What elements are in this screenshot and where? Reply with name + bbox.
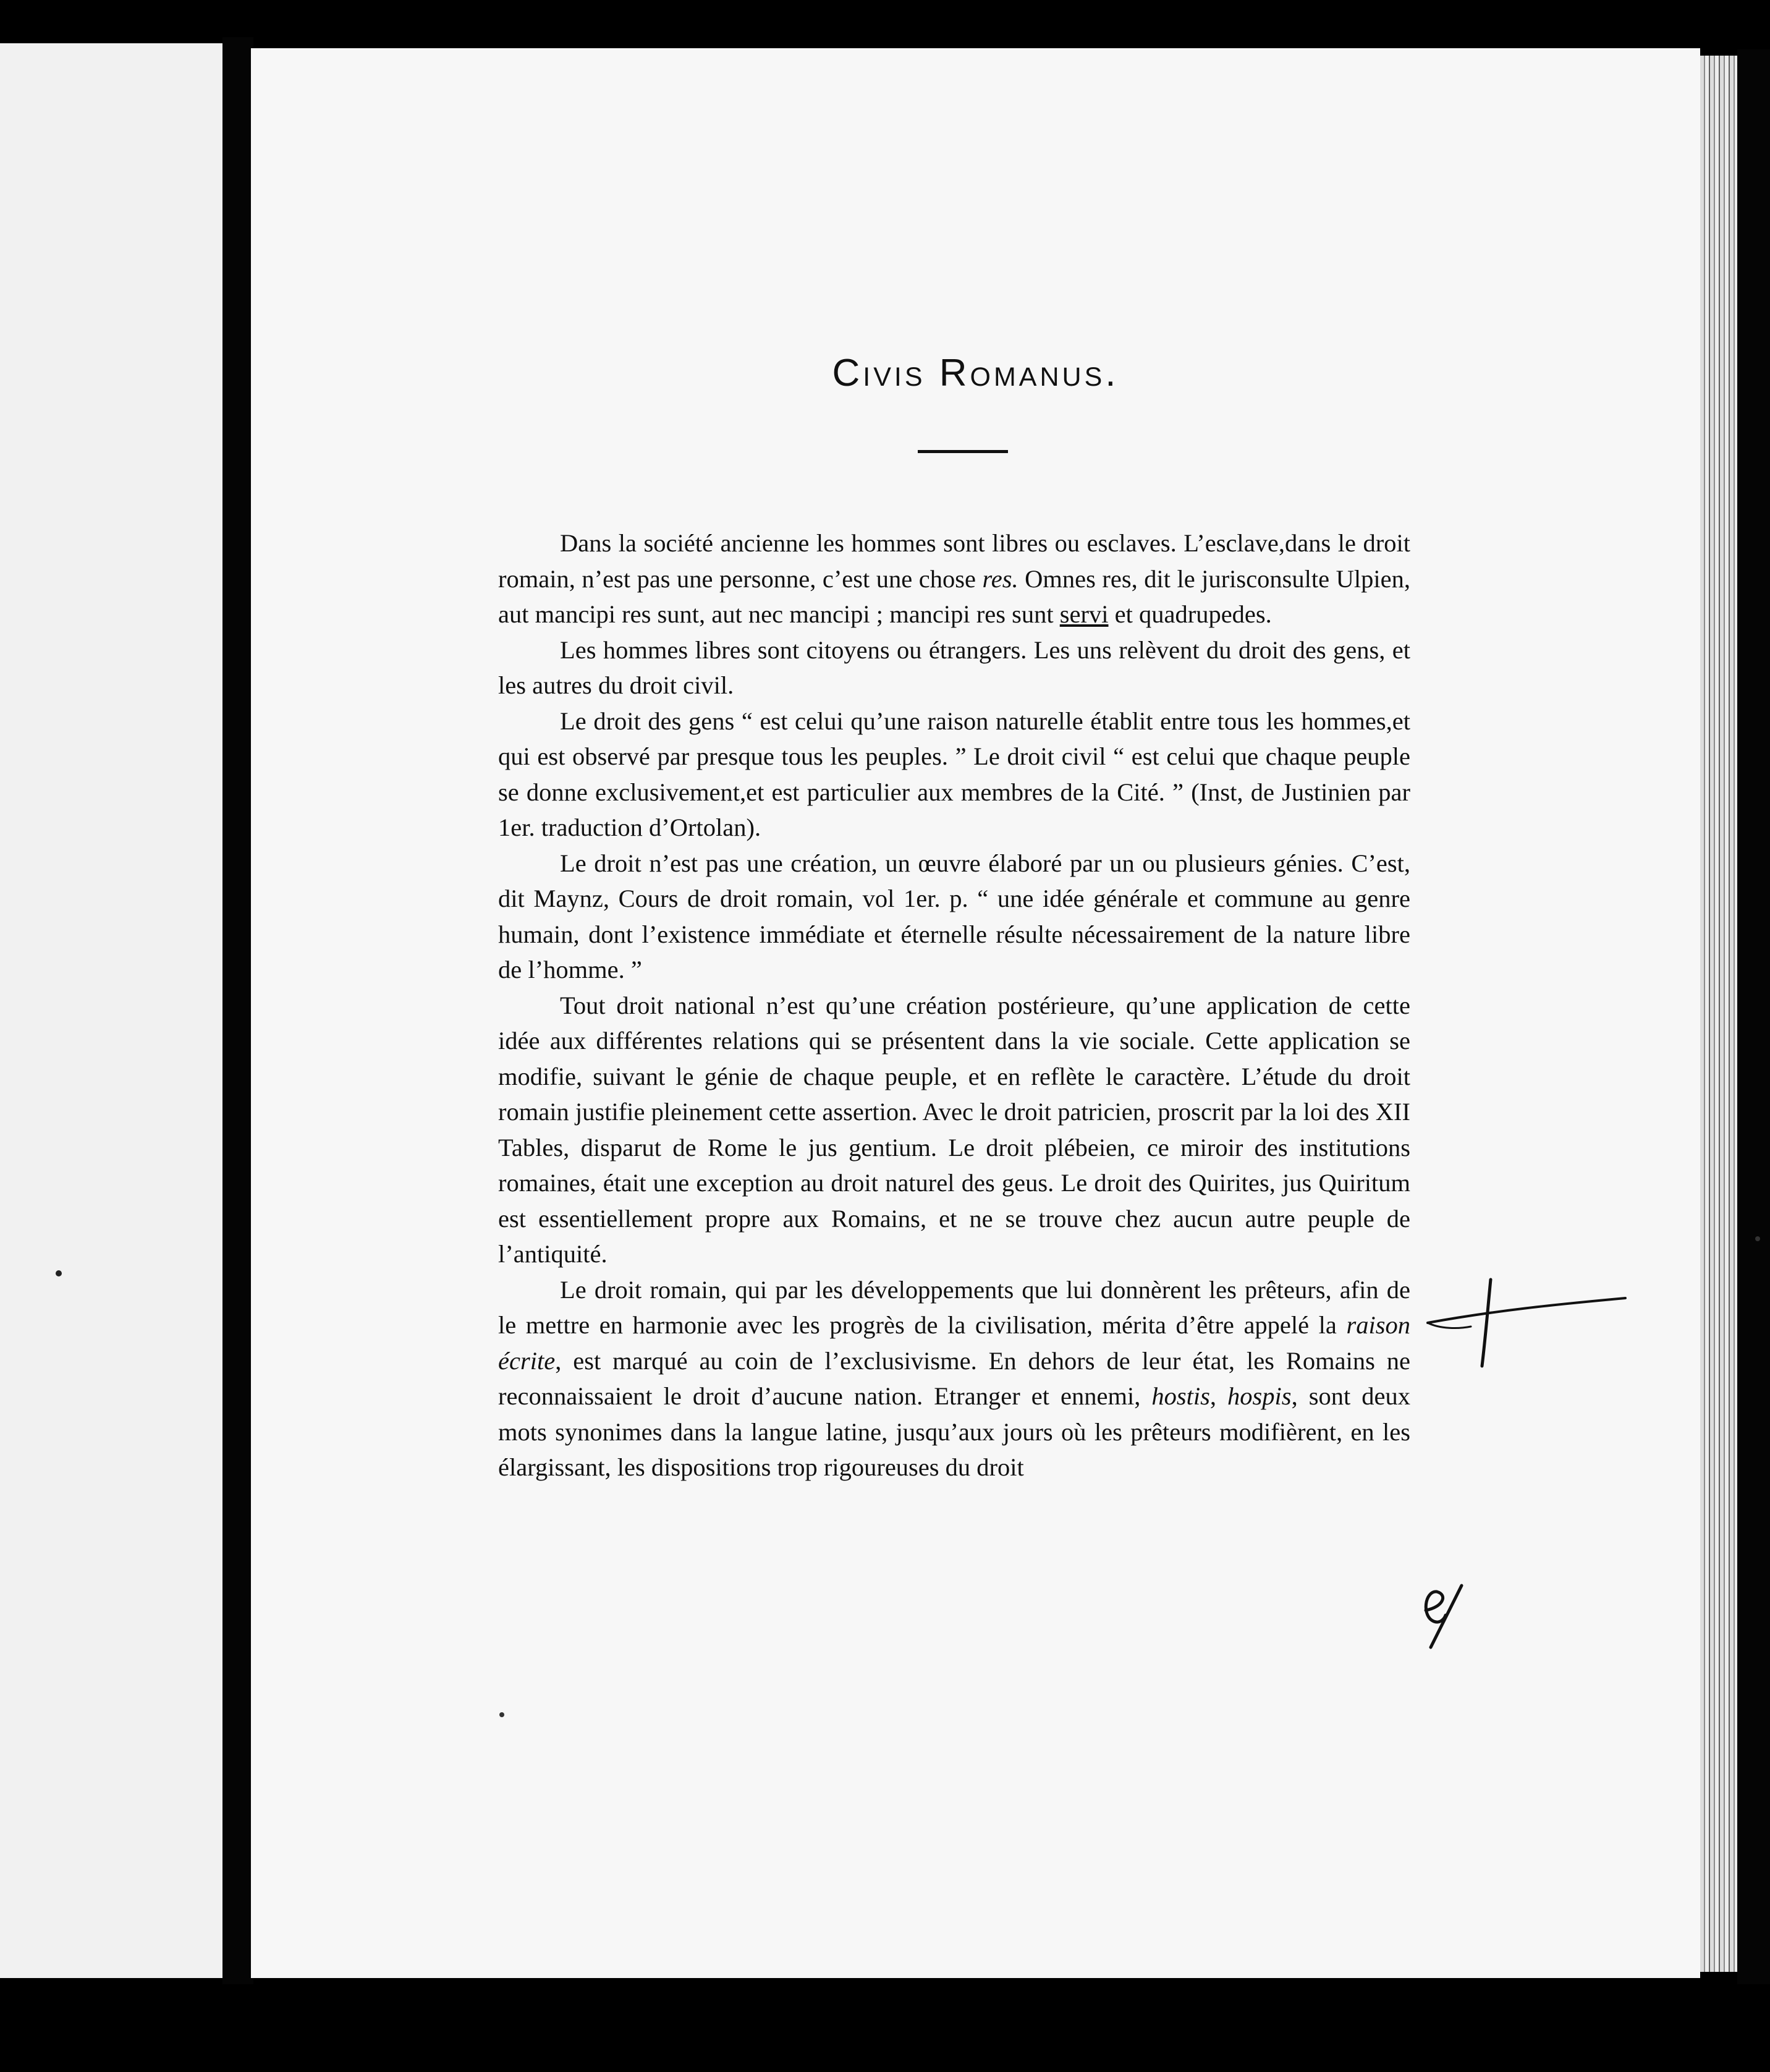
body-text	[498, 525, 1410, 1485]
page-stack-edge	[1700, 56, 1737, 1972]
underlined-text: servi	[1059, 600, 1109, 628]
text-run: Tout droit national n’est qu’une création postérieure, qu’une application de cette idée aux différentes relations qui se présentent dans la vie sociale. Cette application se modifie, suivant le génie de chaque peuple, et en reflète le caractère. L’étude du droit romain justifie pleinement cette assertion. Avec le droit patricien, proscrit par la loi des XII Tables, disparut de Rome le jus gentium. Le droit plébeien, ce miroir des institutions romaines, était une exception au droit naturel des geus. Le droit des Quirites, jus Quiritum est essentiellement propre aux Romains, et ne se trouve chez aucun autre peuple de l’antiquité.	[498, 991, 1410, 1268]
handwritten-cross-mark-icon	[1421, 1267, 1632, 1372]
text-run: Le droit romain, qui par les développements que lui donnèrent les prêteurs, afin de le mettre en harmonie avec les progrès de la civilisation, mérita d’être appelé la	[498, 1275, 1410, 1339]
previous-page-edge	[0, 43, 222, 1978]
scan-right-border	[1737, 49, 1770, 1984]
text-run: et quadrupedes.	[1108, 600, 1272, 628]
paragraph	[498, 846, 1410, 988]
italic-text: hostis	[1151, 1382, 1210, 1410]
handwritten-e-mark-icon	[1418, 1579, 1468, 1654]
paragraph	[498, 703, 1410, 846]
italic-text: hospis	[1227, 1382, 1292, 1410]
paragraph	[498, 525, 1410, 632]
ink-speck	[56, 1270, 62, 1276]
text-run: , est marqué au coin de l’exclusivisme. En dehors de leur état, les Romains ne reconnaissaient le droit d’aucune nation. Etranger et ennemi,	[498, 1346, 1410, 1410]
italic-text: res.	[982, 564, 1018, 593]
text-run: Dans la société ancienne les hommes sont libres ou esclaves. L’esclave,dans le droit romain, n’est pas une personne, c’est une chose	[498, 529, 1410, 593]
ink-speck	[499, 1712, 504, 1717]
paragraph	[498, 1272, 1410, 1485]
text-run: ,	[1209, 1382, 1228, 1410]
text-run: Omnes res, dit le jurisconsulte Ulpien, aut mancipi res sunt, aut nec mancipi ; mancipi res sunt	[498, 564, 1411, 628]
text-run: , sont deux mots synonimes dans la langue latine, jusqu’aux jours où les prêteurs modifièrent, en les élargissant, les dispositions trop rigoureuses du droit	[498, 1382, 1411, 1481]
text-run: Les hommes libres sont citoyens ou étrangers. Les uns relèvent du droit des gens, et les autres du droit civil.	[498, 635, 1410, 699]
italic-text: raison écrite	[498, 1311, 1410, 1375]
paragraph	[498, 632, 1410, 703]
ink-speck	[1755, 1236, 1760, 1241]
book-spine-shadow	[222, 37, 253, 1984]
page-title: Civis Romanus.	[832, 352, 1119, 394]
title-rule	[918, 450, 1008, 453]
paragraph	[498, 988, 1410, 1272]
text-run: Le droit des gens “ est celui qu’une raison naturelle établit entre tous les hommes,et qui est observé par presque tous les peuples. ” Le droit civil “ est celui que chaque peuple se donne exclusivement,et est particulier aux membres de la Cité. ” (Inst, de Justinien par 1er. traduction d’Ortolan).	[498, 707, 1410, 841]
text-run: Le droit n’est pas une création, un œuvre élaboré par un ou plusieurs génies. C’est, dit Maynz, Cours de droit romain, vol 1er. p. “ une idée générale et commune au genre humain, dont l’existence immédiate et éternelle résulte nécessairement de la nature libre de l’homme. ”	[498, 849, 1410, 983]
